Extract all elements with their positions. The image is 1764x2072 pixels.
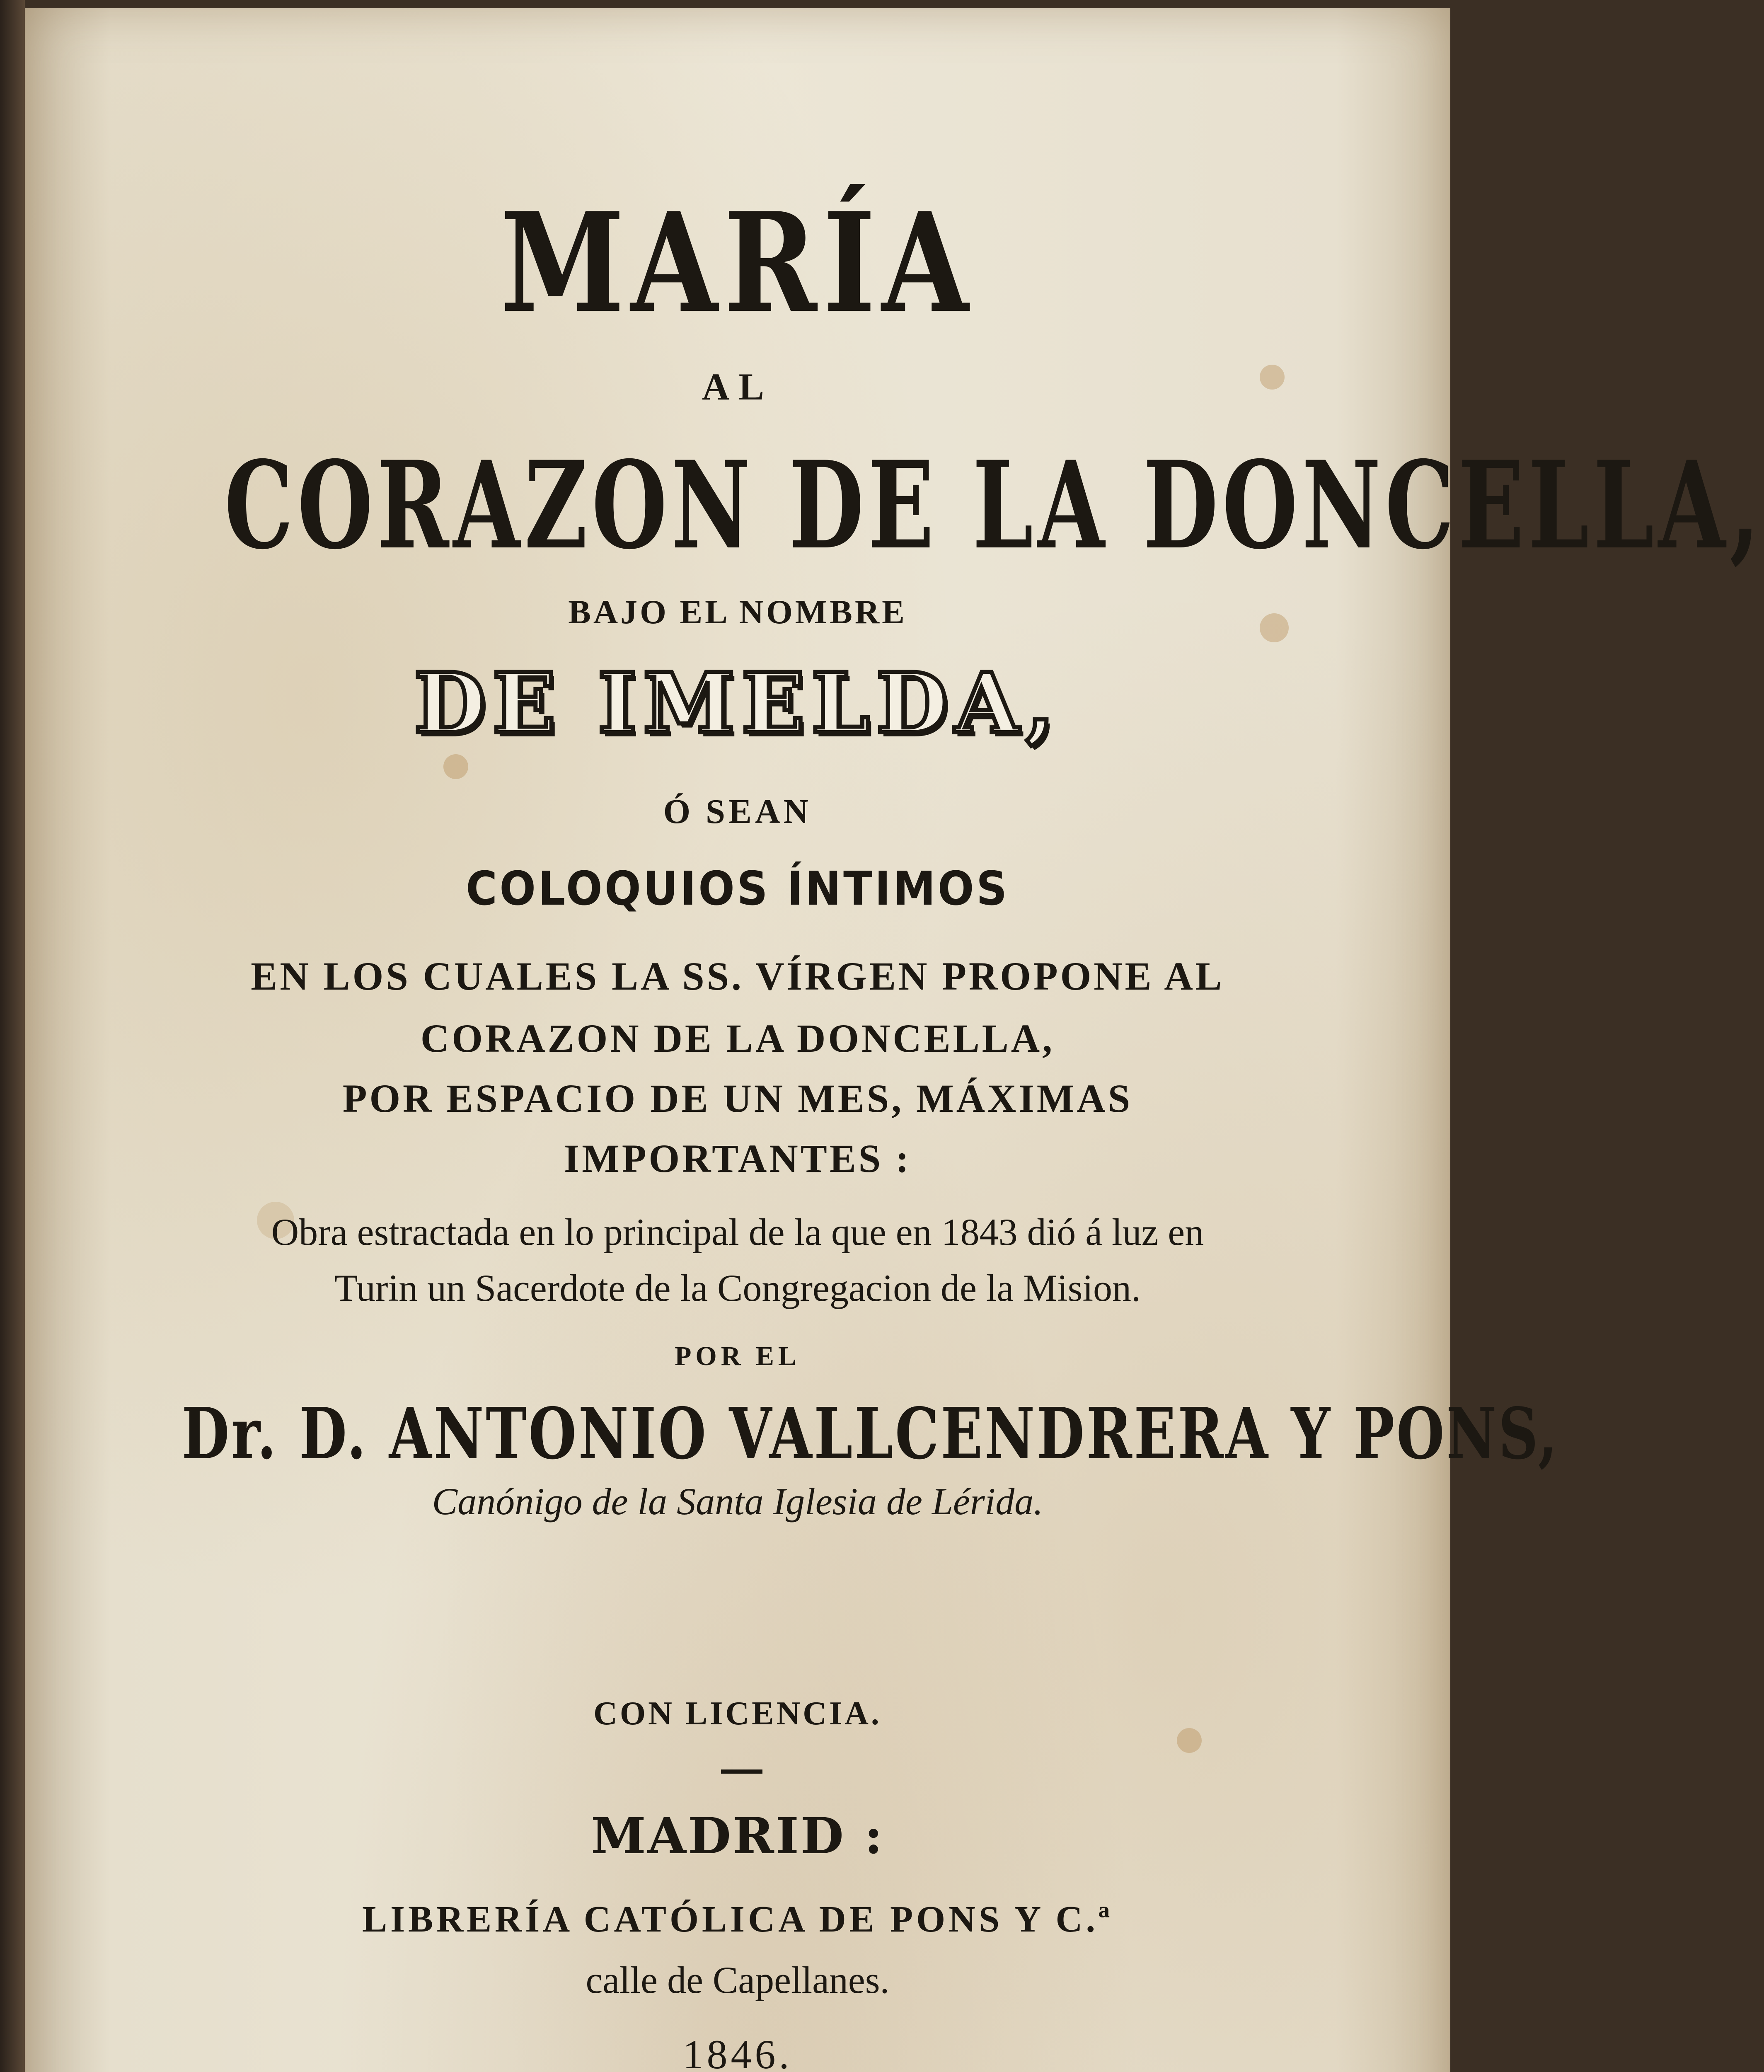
under-name-line: BAJO EL NOMBRE: [568, 593, 907, 631]
author-role: Canónigo de la Santa Iglesia de Lérida.: [432, 1480, 1043, 1523]
description-line: CORAZON DE LA DONCELLA,: [420, 1016, 1055, 1060]
description-line: EN LOS CUALES LA SS. VÍRGEN PROPONE AL: [251, 954, 1224, 998]
name-line: DE IMELDA,: [414, 655, 1061, 752]
alternative-line: Ó SEAN: [663, 792, 812, 831]
book-title: MARÍA: [500, 182, 975, 343]
source-note-line: Obra estractada en lo principal de la que en 1843 dió á luz en: [271, 1211, 1204, 1253]
imprint-publisher: LIBRERÍA CATÓLICA DE PONS Y C.ª: [362, 1899, 1113, 1940]
author-name: Dr. D. ANTONIO VALLCENDRERA Y PONS,: [181, 1392, 1559, 1475]
divider-rule: [721, 1769, 762, 1774]
by-line: POR EL: [675, 1341, 801, 1371]
description-line: POR ESPACIO DE UN MES, MÁXIMAS: [342, 1076, 1133, 1121]
foxing-stain: [443, 754, 468, 779]
title-page: [25, 8, 1764, 2072]
title-connector: AL: [702, 366, 773, 408]
genre-line: COLOQUIOS ÍNTIMOS: [466, 862, 1009, 916]
description-line: IMPORTANTES :: [564, 1136, 912, 1181]
imprint-city: MADRID :: [591, 1807, 884, 1865]
source-note-line: Turin un Sacerdote de la Congregacion de la Mision.: [334, 1267, 1141, 1309]
imprint-address: calle de Capellanes.: [586, 1959, 890, 2001]
book-spine-edge: [0, 0, 25, 2072]
imprint-year: 1846.: [682, 2031, 793, 2072]
book-subtitle: CORAZON DE LA DONCELLA,: [224, 435, 1764, 576]
license-line: CON LICENCIA.: [593, 1695, 882, 1732]
